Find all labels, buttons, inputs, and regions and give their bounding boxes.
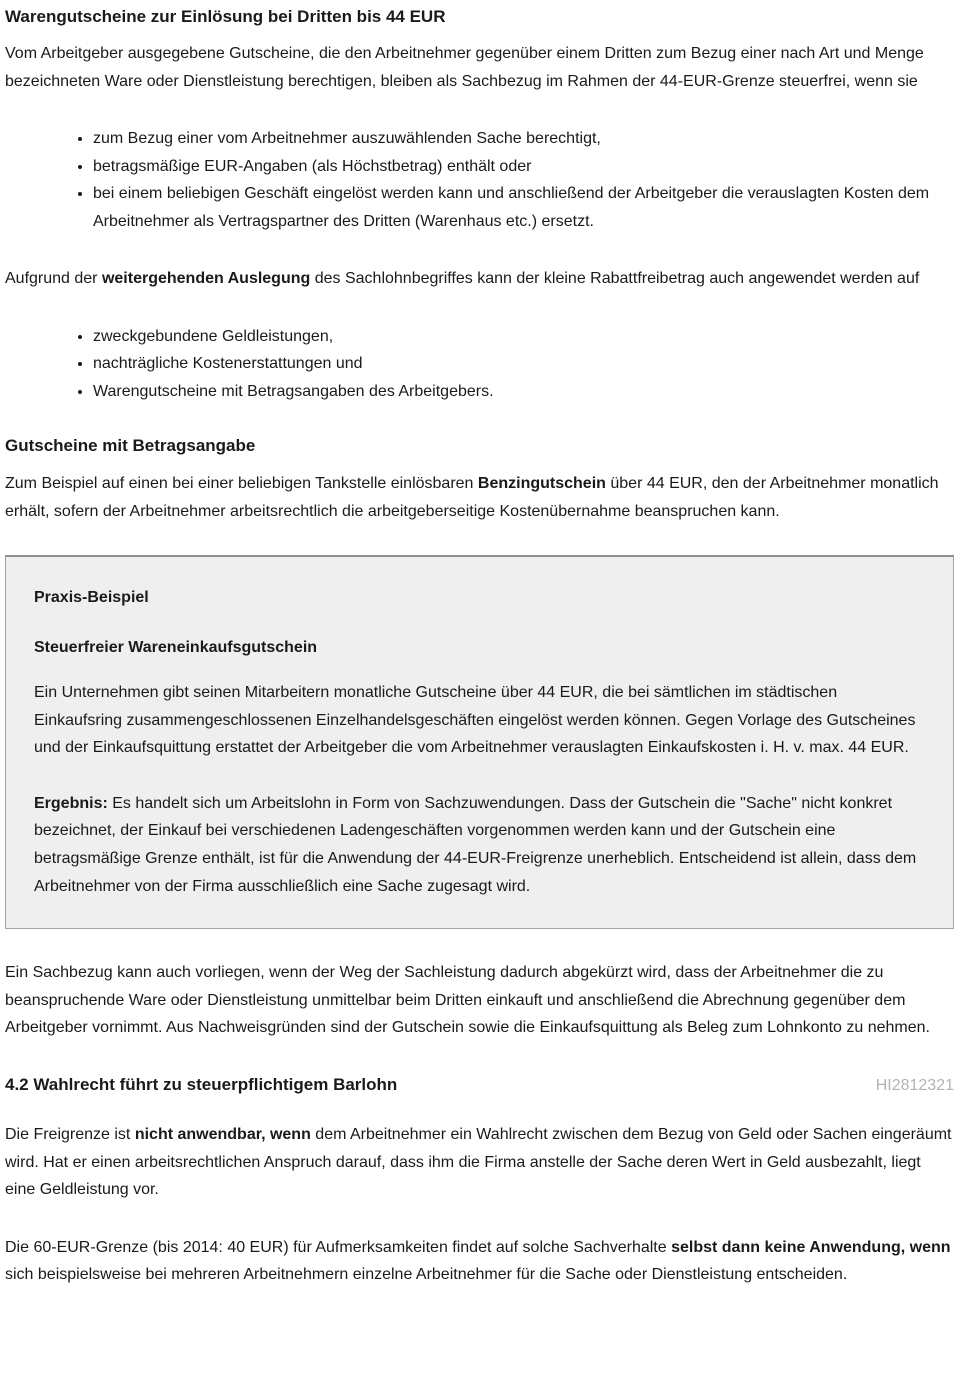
conditions-list <box>5 125 954 235</box>
auslegung-text-post: des Sachlohnbegriffes kann der kleine Rabattfreibetrag auch angewendet werden auf <box>310 270 920 288</box>
grenze-60-paragraph <box>5 1234 954 1289</box>
list-item: • Warengutscheine mit Betragsangaben des Arbeitgebers. <box>93 378 954 406</box>
grenze-60-text-post: sich beispielsweise bei mehreren Arbeitnehmern einzelne Arbeitnehmer für die Sache oder Dienstleistung entscheiden. <box>5 1266 848 1284</box>
document-reference-id: HI2812321 <box>875 1076 954 1094</box>
praxis-box-label: Praxis-Beispiel <box>34 589 149 607</box>
section-42-heading-row <box>5 1072 954 1100</box>
freigrenze-text-pre: Die Freigrenze ist <box>5 1126 135 1144</box>
auslegung-list <box>5 323 954 406</box>
freigrenze-text-bold: nicht anwendbar, wenn <box>134 1126 311 1144</box>
sachbezug-paragraph: Ein Sachbezug kann auch vorliegen, wenn der Weg der Sachleistung dadurch abgekürzt wird, dass der Arbeitnehmer die zu beanspruchende Ware oder Dienstleistung unmittelbar beim Dritten einkauft und anschließend die Abrechnung gegenüber dem Arbeitgeber vornimmt. Aus Nachweisgründen sind der Gutschein sowie die Einkaufsquittung als Beleg zum Lohnkonto zu nehmen. <box>5 964 930 1037</box>
betragsangabe-text-bold: Benzingutschein <box>477 475 606 493</box>
betragsangabe-text-post: über 44 EUR, den der Arbeitnehmer monatlich erhält, sofern der Arbeitnehmer arbeitsrechtlich die arbeitgeberseitige Kostenübernahme beanspruchen kann. <box>5 475 939 520</box>
list-item: • zum Bezug einer vom Arbeitnehmer auszuwählenden Sache berechtigt, <box>93 125 954 153</box>
list-item: • betragsmäßige EUR-Angaben (als Höchstbetrag) enthält oder <box>93 153 954 181</box>
praxis-box-body: Ein Unternehmen gibt seinen Mitarbeitern monatliche Gutscheine über 44 EUR, die bei sämtlichen im städtischen Einkaufsring zusammengeschlossenen Einzelhandelsgeschäften eingelöst werden können. Gegen Vorlage des Gutscheines und der Einkaufsquittung erstattet der Arbeitgeber die vom Arbeitnehmer verauslagten Einkaufskosten i. H. v. max. 44 EUR. <box>34 684 916 757</box>
grenze-60-text-pre: Die 60-EUR-Grenze (bis 2014: 40 EUR) für Aufmerksamkeiten findet auf solche Sachverhalte <box>5 1238 672 1256</box>
freigrenze-text-post: dem Arbeitnehmer ein Wahlrecht zwischen dem Bezug von Geld oder Sachen eingeräumt wird. Hat er einen arbeitsrechtlichen Anspruch darauf, dass ihm die Firma anstelle der Sache deren Wert in Geld ausbezahlt, liegt eine Geldleistung vor. <box>5 1126 952 1199</box>
praxis-box-subtitle: Steuerfreier Wareneinkaufsgutschein <box>34 638 318 656</box>
auslegung-text-pre: Aufgrund der <box>5 270 102 288</box>
betragsangabe-paragraph <box>5 470 954 525</box>
list-item: • nachträgliche Kostenerstattungen und <box>93 350 954 378</box>
praxis-beispiel-box <box>5 555 954 929</box>
grenze-60-text-bold: selbst dann keine Anwendung, wenn <box>671 1238 951 1256</box>
auslegung-text-bold: weitergehenden Auslegung <box>101 270 311 288</box>
intro-paragraph: Vom Arbeitgeber ausgegebene Gutscheine, die den Arbeitnehmer gegenüber einem Dritten zum Bezug einer nach Art und Menge bezeichneten Ware oder Dienstleistung berechtigen, bleiben als Sachbezug im Rahmen der 44-EUR-Grenze steuerfrei, wenn sie <box>5 45 924 90</box>
betragsangabe-text-pre: Zum Beispiel auf einen bei einer beliebigen Tankstelle einlösbaren <box>5 475 478 493</box>
praxis-box-result <box>34 790 925 900</box>
page-title: Warengutscheine zur Einlösung bei Dritten bis 44 EUR <box>5 7 446 26</box>
section-heading-betragsangabe: Gutscheine mit Betragsangabe <box>5 436 256 456</box>
auslegung-paragraph <box>5 265 954 293</box>
list-item: • bei einem beliebigen Geschäft eingelöst werden kann und anschließend der Arbeitgeber die verauslagten Kosten dem Arbeitnehmer als Vertragspartner des Dritten (Warenhaus etc.) ersetzt. <box>93 180 954 235</box>
freigrenze-paragraph <box>5 1121 954 1204</box>
result-text: Es handelt sich um Arbeitslohn in Form von Sachzuwendungen. Dass der Gutschein die "Sache" nicht konkret bezeichnet, der Einkauf bei verschiedenen Ladengeschäften vorgenommen werden kann und der Gutschein eine betragsmäßige Grenze enthält, ist für die Anwendung der 44-EUR-Freigrenze unerheblich. Entscheidend ist allein, dass dem Arbeitnehmer von der Firma ausschließlich eine Sache zugesagt wird. <box>34 794 917 895</box>
result-label: Ergebnis: <box>34 794 108 812</box>
list-item: • zweckgebundene Geldleistungen, <box>93 323 954 351</box>
section-heading-42: 4.2 Wahlrecht führt zu steuerpflichtigem Barlohn <box>5 1074 398 1094</box>
